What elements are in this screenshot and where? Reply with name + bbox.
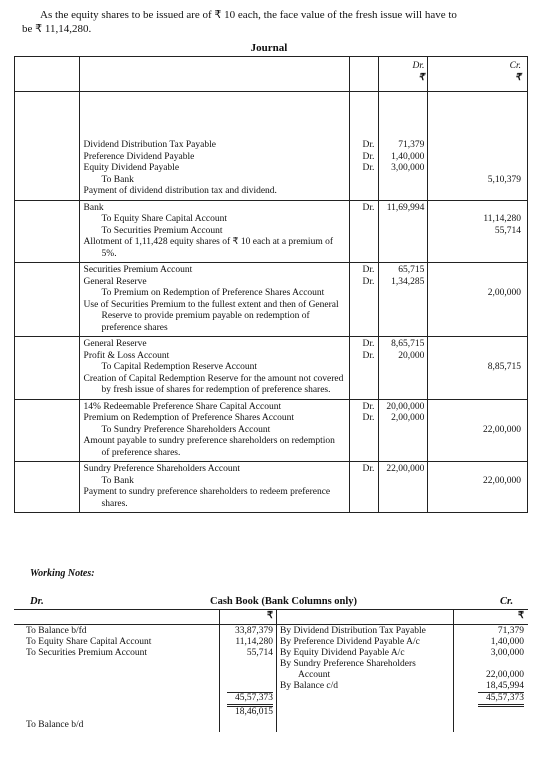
balance-bd-label: To Balance b/d — [26, 720, 84, 730]
debit-amounts — [220, 625, 277, 720]
dr-label-cell — [349, 92, 379, 201]
dr-amount-cell — [379, 200, 428, 263]
cr-amount — [431, 237, 521, 249]
journal-line: by fresh issue of shares for redemption of preference shares. — [101, 385, 331, 395]
dr-label: Dr. — [362, 265, 375, 275]
journal-line: To Bank — [101, 174, 134, 185]
cashbook-table — [14, 609, 528, 732]
cr-amount: 5,10,379 — [487, 174, 521, 185]
dr-label — [353, 374, 375, 386]
rupee-icon: ₹ — [266, 611, 273, 621]
journal-line: Payment of dividend distribution tax and dividend. — [83, 186, 277, 196]
particulars-cell — [79, 263, 349, 337]
dr-amount — [382, 226, 424, 238]
journal-line: of preference shares. — [101, 447, 181, 458]
dr-amount — [382, 374, 424, 386]
credit-amount — [457, 659, 524, 670]
cr-column-header — [428, 57, 528, 92]
intro-line-1: As the equity shares to be issued are of ₹ 10 each, the face value of the fresh issue will have to — [40, 9, 457, 21]
journal-line: General Reserve — [83, 276, 147, 287]
dr-amount — [382, 425, 424, 437]
dr-amount — [382, 436, 424, 448]
credit-particulars — [277, 625, 454, 720]
journal-table — [14, 56, 528, 513]
journal-line: Profit & Loss Account — [83, 350, 170, 361]
journal-line: Securities Premium Account — [83, 265, 193, 275]
dr-amount-cell — [379, 92, 428, 201]
cr-amount-cell — [428, 462, 528, 513]
journal-line: Allotment of 1,11,428 equity shares of ₹ 10 each at a premium of — [83, 237, 333, 247]
dr-amount — [382, 175, 424, 187]
dr-column-header — [379, 57, 428, 92]
cr-amount — [431, 265, 521, 277]
credit-amount: 3,00,000 — [490, 648, 524, 658]
journal-line: Dividend Distribution Tax Payable — [83, 140, 216, 150]
journal-line: Creation of Capital Redemption Reserve for the amount not covered — [83, 373, 344, 384]
dr-label — [353, 476, 375, 488]
journal-line: To Sundry Preference Shareholders Account — [101, 424, 271, 435]
particulars-column-header — [79, 57, 349, 92]
cr-amount: 11,14,280 — [483, 214, 521, 224]
dr-amount — [382, 300, 424, 312]
rupee-icon: ₹ — [514, 72, 521, 83]
cr-amount-cell — [428, 263, 528, 337]
dr-header-label: Dr. — [412, 61, 425, 71]
cashbook-dr-label: Dr. — [30, 596, 44, 607]
cr-amount — [431, 277, 521, 289]
journal-line: Sundry Preference Shareholders Account — [83, 464, 240, 474]
debit-amount: 11,14,280 — [235, 637, 273, 647]
cr-amount — [431, 163, 521, 175]
debit-amount: 55,714 — [246, 648, 273, 658]
dr-amount — [382, 288, 424, 300]
journal-line: To Capital Redemption Reserve Account — [101, 362, 258, 372]
cr-amount — [431, 374, 521, 386]
journal-line: To Premium on Redemption of Preference Shares Account — [101, 288, 325, 298]
dr-label — [353, 436, 375, 448]
cashbook-debit-currency — [220, 610, 277, 625]
dr-label: Dr. — [362, 202, 375, 213]
journal-title: Journal — [250, 42, 288, 54]
cr-amount-cell — [428, 399, 528, 462]
lf-column-header — [349, 57, 379, 92]
cashbook-title: Cash Book (Bank Columns only) — [210, 596, 358, 607]
dr-amount — [382, 448, 424, 460]
date-column-header — [15, 57, 80, 92]
dr-label — [353, 487, 375, 499]
credit-total: 45,57,373 — [478, 692, 524, 707]
dr-label-cell — [349, 337, 379, 400]
rupee-icon: ₹ — [418, 72, 425, 83]
cr-amount — [431, 249, 521, 261]
dr-amount-cell — [379, 399, 428, 462]
particulars-cell — [79, 92, 349, 201]
particulars-cell — [79, 399, 349, 462]
credit-amount: 18,45,994 — [486, 681, 524, 691]
dr-label: Dr. — [362, 339, 375, 349]
dr-amount: 71,379 — [398, 140, 425, 150]
dr-amount — [382, 186, 424, 198]
cr-amount — [431, 436, 521, 448]
credit-amount: 71,379 — [497, 626, 524, 636]
debit-particular: To Balance b/fd — [26, 626, 87, 636]
journal-entry-row — [15, 92, 528, 201]
journal-entry-row — [15, 337, 528, 400]
cr-amount: 22,00,000 — [483, 475, 521, 486]
journal-header-row — [15, 57, 528, 92]
dr-label — [353, 323, 375, 335]
debit-amount: 33,87,379 — [235, 626, 273, 636]
journal-line: Equity Dividend Payable — [83, 163, 180, 173]
debit-particulars — [14, 625, 220, 720]
dr-label — [353, 311, 375, 323]
dr-label — [353, 249, 375, 261]
particulars-cell — [79, 462, 349, 513]
dr-amount: 11,69,994 — [386, 202, 425, 213]
cr-amount-cell — [428, 337, 528, 400]
rupee-icon: ₹ — [517, 611, 524, 621]
intro-paragraph — [22, 8, 527, 36]
dr-label — [353, 186, 375, 198]
credit-particular: By Balance c/d — [280, 681, 339, 691]
cr-amount — [431, 339, 521, 351]
dr-amount — [382, 214, 424, 226]
dr-label — [353, 226, 375, 238]
credit-particular: By Preference Dividend Payable A/c — [280, 637, 420, 647]
journal-line: 5%. — [101, 248, 117, 259]
dr-label — [353, 385, 375, 397]
dr-amount: 20,000 — [398, 350, 425, 361]
journal-line: Bank — [83, 202, 104, 213]
cashbook-balance-row — [14, 719, 528, 732]
dr-amount: 65,715 — [398, 265, 425, 275]
dr-label-cell — [349, 462, 379, 513]
working-notes-heading: Working Notes: — [30, 568, 95, 579]
dr-label — [353, 362, 375, 374]
dr-amount — [382, 499, 424, 511]
debit-particular: To Securities Premium Account — [26, 648, 147, 658]
credit-particular: By Dividend Distribution Tax Payable — [280, 626, 426, 636]
cr-amount: 22,00,000 — [483, 424, 521, 435]
date-cell — [15, 263, 80, 337]
dr-amount — [382, 249, 424, 261]
date-cell — [15, 462, 80, 513]
cashbook-credit-currency — [454, 610, 529, 625]
date-cell — [15, 337, 80, 400]
intro-line-2: be ₹ 11,14,280. — [22, 23, 92, 35]
journal-entry-row — [15, 462, 528, 513]
dr-label: Dr. — [362, 151, 375, 162]
date-cell — [15, 92, 80, 201]
dr-amount: 1,34,285 — [391, 276, 425, 287]
dr-amount: 2,00,000 — [391, 413, 425, 423]
dr-amount-cell — [379, 337, 428, 400]
journal-line: To Equity Share Capital Account — [101, 214, 227, 224]
journal-line: shares. — [101, 498, 128, 509]
journal-line: Payment to sundry preference shareholders to redeem preference — [83, 487, 331, 497]
dr-label — [353, 237, 375, 249]
dr-amount: 20,00,000 — [386, 401, 425, 412]
cr-amount-cell — [428, 92, 528, 201]
credit-amount: 1,40,000 — [490, 637, 524, 647]
credit-amount: 22,00,000 — [486, 670, 524, 680]
cr-amount — [431, 186, 521, 198]
cr-amount: 55,714 — [494, 225, 521, 236]
dr-amount — [382, 311, 424, 323]
journal-line: Amount payable to sundry preference shareholders on redemption — [83, 436, 335, 446]
dr-label: Dr. — [362, 464, 375, 474]
journal-line: Use of Securities Premium to the fullest extent and then of General — [83, 299, 339, 310]
dr-amount-cell — [379, 263, 428, 337]
cr-amount — [431, 402, 521, 414]
cr-amount — [431, 464, 521, 476]
cr-amount — [431, 413, 521, 425]
date-cell — [15, 200, 80, 263]
dr-label — [353, 425, 375, 437]
cr-amount — [431, 323, 521, 335]
dr-label: Dr. — [362, 276, 375, 287]
cashbook-body-row — [14, 625, 528, 720]
cr-amount: 2,00,000 — [487, 288, 521, 298]
credit-particular: By Sundry Preference Shareholders — [280, 659, 416, 669]
cashbook-cr-label: Cr. — [500, 596, 514, 607]
journal-line: To Securities Premium Account — [101, 225, 223, 236]
dr-amount-cell — [379, 462, 428, 513]
dr-label: Dr. — [362, 140, 375, 150]
debit-particular: To Equity Share Capital Account — [26, 637, 152, 647]
cr-amount — [431, 152, 521, 164]
date-cell — [15, 399, 80, 462]
cr-amount — [431, 351, 521, 363]
credit-particular: By Equity Dividend Payable A/c — [280, 648, 405, 658]
dr-amount — [382, 362, 424, 374]
journal-entry-row — [15, 399, 528, 462]
cr-amount — [431, 311, 521, 323]
journal-line: General Reserve — [83, 339, 147, 349]
cashbook-header-row — [14, 610, 528, 625]
cr-amount — [431, 487, 521, 499]
journal-line: Preference Dividend Payable — [83, 151, 195, 162]
cr-amount — [431, 300, 521, 312]
dr-amount: 1,40,000 — [391, 151, 425, 162]
particulars-cell — [79, 200, 349, 263]
debit-total: 45,57,373 — [227, 692, 273, 707]
dr-label — [353, 448, 375, 460]
dr-amount: 8,65,715 — [391, 339, 425, 349]
cr-header-label: Cr. — [509, 61, 521, 71]
cr-amount: 8,85,715 — [487, 362, 521, 372]
dr-amount — [382, 323, 424, 335]
journal-line: To Bank — [101, 475, 134, 486]
journal-line: Reserve to provide premium payable on redemption of — [101, 311, 310, 321]
dr-label — [353, 499, 375, 511]
cr-amount — [431, 448, 521, 460]
journal-line: 14% Redeemable Preference Share Capital Account — [83, 401, 282, 412]
particulars-cell — [79, 337, 349, 400]
balance-bd-amount: 18,46,015 — [235, 707, 273, 717]
credit-amounts — [454, 625, 529, 720]
dr-label: Dr. — [362, 413, 375, 423]
cr-amount — [431, 385, 521, 397]
journal-entry-row — [15, 263, 528, 337]
dr-label-cell — [349, 399, 379, 462]
dr-amount — [382, 476, 424, 488]
cr-amount-cell — [428, 200, 528, 263]
dr-label — [353, 288, 375, 300]
cr-amount — [431, 203, 521, 215]
dr-label: Dr. — [362, 163, 375, 173]
dr-amount: 3,00,000 — [391, 163, 425, 173]
journal-line: Premium on Redemption of Preference Shares Account — [83, 413, 295, 423]
dr-label: Dr. — [362, 350, 375, 361]
dr-amount — [382, 237, 424, 249]
dr-label: Dr. — [362, 401, 375, 412]
dr-label-cell — [349, 263, 379, 337]
dr-label — [353, 300, 375, 312]
credit-particular: Account — [298, 670, 331, 680]
dr-label — [353, 214, 375, 226]
dr-label-cell — [349, 200, 379, 263]
cr-amount — [431, 499, 521, 511]
dr-amount: 22,00,000 — [386, 464, 425, 474]
dr-amount — [382, 385, 424, 397]
journal-line: preference shares — [101, 322, 168, 333]
dr-label — [353, 175, 375, 187]
dr-amount — [382, 487, 424, 499]
journal-entry-row — [15, 200, 528, 263]
cr-amount — [431, 140, 521, 152]
